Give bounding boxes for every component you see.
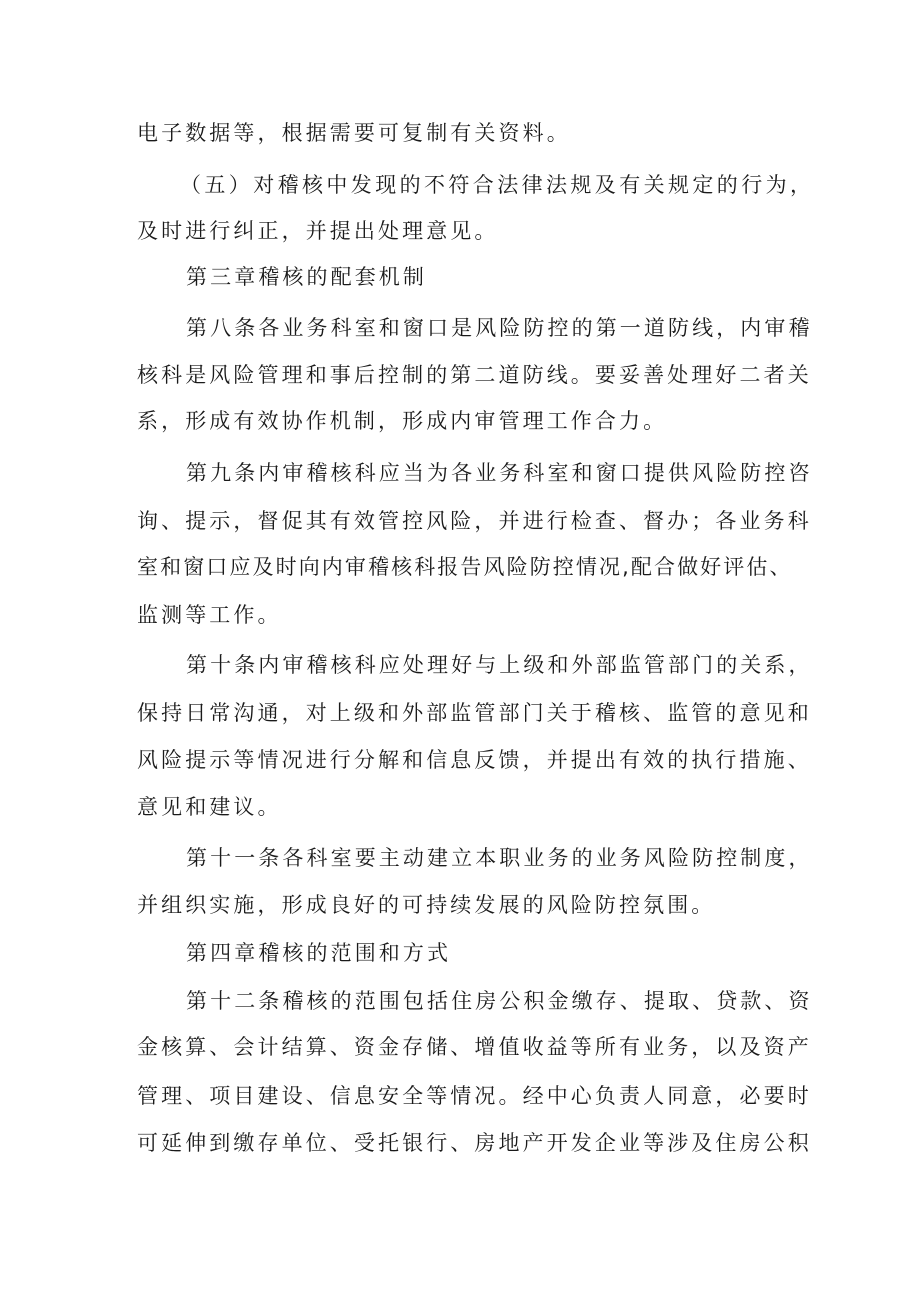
body-line: 电子数据等，根据需要可复制有关资料。 [137, 121, 571, 145]
body-line: 第九条内审稽核科应当为各业务科室和窗口提供风险防控咨 [186, 461, 813, 485]
body-line: 保持日常沟通，对上级和外部监管部门关于稽核、监管的意见和 [137, 701, 812, 725]
body-line: 意见和建议。 [137, 795, 282, 819]
body-line: 及时进行纠正，并提出处理意见。 [137, 219, 499, 243]
body-line: 监测等工作。 [137, 603, 282, 627]
body-line: 第八条各业务科室和窗口是风险防控的第一道防线，内审稽 [186, 316, 813, 340]
body-line: 并组织实施，形成良好的可持续发展的风险防控氛围。 [137, 893, 716, 917]
body-line: 室和窗口应及时向内审稽核科报告风险防控情况,配合做好评估、 [137, 555, 793, 579]
section-heading: 第四章稽核的范围和方式 [186, 941, 452, 965]
body-line: 管理、项目建设、信息安全等情况。经中心负责人同意，必要时 [137, 1084, 812, 1108]
body-line: 第十二条稽核的范围包括住房公积金缴存、提取、贷款、资 [186, 989, 813, 1013]
body-line: 第十条内审稽核科应处理好与上级和外部监管部门的关系， [186, 653, 813, 677]
body-line: 系，形成有效协作机制，形成内审管理工作合力。 [137, 409, 668, 433]
body-line: 核科是风险管理和事后控制的第二道防线。要妥善处理好二者关 [137, 363, 812, 387]
body-line: 询、提示，督促其有效管控风险，并进行检查、督办；各业务科 [137, 509, 812, 533]
section-heading: 第三章稽核的配套机制 [186, 265, 427, 289]
body-line: 金核算、会计结算、资金存储、增值收益等所有业务，以及资产 [137, 1035, 812, 1059]
body-line: 第十一条各科室要主动建立本职业务的业务风险防控制度， [186, 846, 813, 870]
body-line: 可延伸到缴存单位、受托银行、房地产开发企业等涉及住房公积 [137, 1131, 812, 1155]
body-line: （五）对稽核中发现的不符合法律法规及有关规定的行为， [180, 173, 815, 197]
body-line: 风险提示等情况进行分解和信息反馈，并提出有效的执行措施、 [137, 748, 812, 772]
